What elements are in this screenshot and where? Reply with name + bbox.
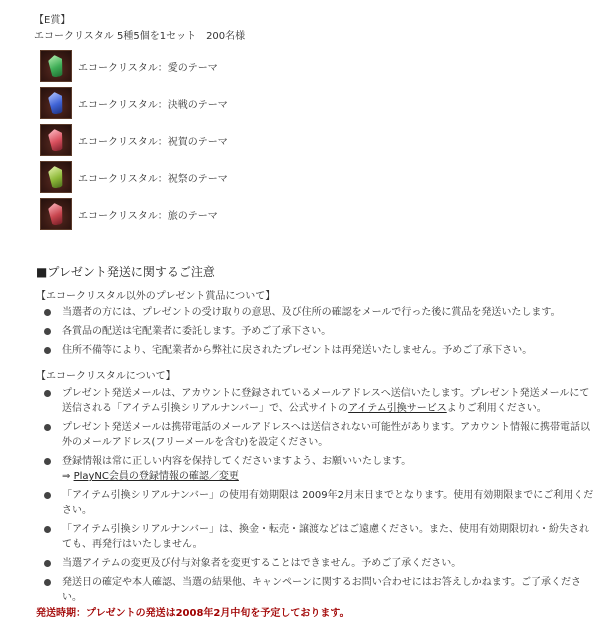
list-item: 当選アイテムの変更及び付与対象者を変更することはできません。予めご了承ください。 [62, 558, 462, 569]
shipping-date-notice: 発送時期：プレゼントの発送は2008年2月中旬を予定しております。 [36, 608, 350, 619]
list-item: 発送日の確定や本人確認、当選の結果他、キャンペーンに関するお問い合わせにはお答えしかねます。ご了承ください。 [62, 577, 581, 603]
crystal-item [40, 86, 228, 120]
crystal-label: エコークリスタル：祝祭のテーマ [78, 173, 228, 185]
bullet-icon [44, 424, 51, 431]
crystal-item [40, 123, 228, 157]
red-crystal-icon [40, 198, 72, 230]
crystal-label: エコークリスタル：愛のテーマ [78, 62, 218, 74]
section-title: 【エコークリスタル以外のプレゼント賞品について】 [36, 291, 276, 302]
bullet-icon [44, 390, 51, 397]
bullet-icon [44, 458, 51, 465]
list-item: 住所不備等により、宅配業者から弊社に戻されたプレゼントは再発送いたしません。予めご了承下さい。 [62, 345, 533, 356]
green-crystal-icon [40, 50, 72, 82]
crystal-item [40, 160, 228, 194]
prize-description: エコークリスタル 5種5個を1セット 200名様 [34, 31, 246, 42]
list-item: 「アイテム引換シリアルナンバー」は、換金・転売・譲渡などはご遠慮ください。また、使用有効期限切れ・紛失されても、再発行はいたしません。 [62, 524, 589, 550]
red-crystal-icon [40, 124, 72, 156]
crystal-label: エコークリスタル：決戦のテーマ [78, 99, 228, 111]
crystal-label: エコークリスタル：旅のテーマ [78, 210, 218, 222]
prize-heading: 【E賞】 [34, 15, 71, 26]
list-item: プレゼント発送メールは携帯電話のメールアドレスへは送信されない可能性があります。アカウント情報に携帯電話以外のメールアドレス(フリーメールを含む)を設定ください。 [62, 422, 590, 448]
bullet-icon [44, 328, 51, 335]
list-item [62, 386, 598, 416]
list-item: 各賞品の配送は宅配業者に委託します。予めご了承下さい。 [62, 326, 332, 337]
bullet-icon [44, 347, 51, 354]
bullet-icon [44, 560, 51, 567]
bullet-icon [44, 492, 51, 499]
item-text: 登録情報は常に正しい内容を保持してくださいますよう、お願いいたします。 [62, 456, 412, 467]
crystal-item [40, 49, 218, 83]
item-exchange-service-link[interactable]: アイテム引換サービス [348, 403, 447, 414]
bullet-icon [44, 579, 51, 586]
notice-title: ■プレゼント発送に関するご注意 [36, 265, 215, 279]
item-text: プレゼント発送メールは、アカウントに登録されているメールアドレスへ送信いたします。プレゼント発送メールにて送信される「アイテム引換シリアルナンバー」で、公式サイトの [62, 388, 590, 414]
list-item [62, 454, 598, 484]
yellow-green-crystal-icon [40, 161, 72, 193]
list-item: 「アイテム引換シリアルナンバー」の使用有効期限は 2009年2月末日までとなります。使用有効期限までにご利用ください。 [62, 490, 594, 516]
crystal-item [40, 197, 218, 231]
section-title: 【エコークリスタルについて】 [36, 371, 176, 382]
blue-crystal-icon [40, 87, 72, 119]
list-item: 当選者の方には、プレゼントの受け取りの意思、及び住所の確認をメールで行った後に賞品を発送いたします。 [62, 307, 561, 318]
bullet-icon [44, 309, 51, 316]
arrow-icon: ⇒ [62, 471, 74, 482]
item-text: よりご利用ください。 [446, 403, 547, 414]
account-info-link[interactable]: PlayNC会員の登録情報の確認／変更 [73, 471, 239, 482]
bullet-icon [44, 526, 51, 533]
crystal-label: エコークリスタル：祝賀のテーマ [78, 136, 228, 148]
